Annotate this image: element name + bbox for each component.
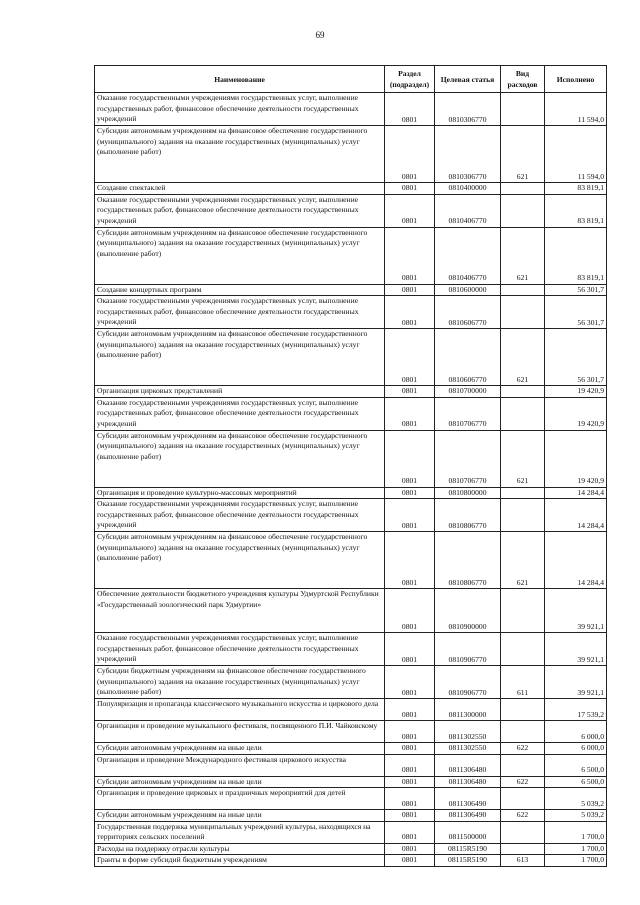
row-amount: 39 921,1 xyxy=(545,589,607,633)
table-row xyxy=(95,194,607,227)
row-amount: 6 500,0 xyxy=(545,754,607,776)
row-amount: 56 301,7 xyxy=(545,284,607,296)
table-row xyxy=(95,589,607,633)
row-name: Обеспечение деятельности бюджетного учреждения культуры Удмуртской Республики «Государственный зоологический парк Удмуртии» xyxy=(95,589,385,633)
table-row xyxy=(95,855,607,867)
row-target: 0810400000 xyxy=(435,183,501,195)
row-section: 0801 xyxy=(385,284,435,296)
row-name: Оказание государственными учреждениями государственных услуг, выполнение государственных работ, финансовое обеспечение деятельности государственных учреждений xyxy=(95,633,385,666)
row-amount: 1 700,0 xyxy=(545,855,607,867)
row-name: Субсидии автономным учреждениям на финансовое обеспечение государственного (муниципального) задания на оказание государственных (муниципальных) услуг (выполнение работ) xyxy=(95,430,385,487)
row-type xyxy=(501,183,545,195)
row-section: 0801 xyxy=(385,397,435,430)
row-type xyxy=(501,699,545,721)
row-type xyxy=(501,633,545,666)
row-target: 0811300000 xyxy=(435,699,501,721)
row-target: 0810900000 xyxy=(435,589,501,633)
row-type: 621 xyxy=(501,227,545,284)
row-section: 0801 xyxy=(385,810,435,822)
row-type: 621 xyxy=(501,430,545,487)
row-type: 622 xyxy=(501,776,545,788)
row-target: 0810306770 xyxy=(435,126,501,183)
row-amount: 83 819,1 xyxy=(545,227,607,284)
row-section: 0801 xyxy=(385,183,435,195)
row-target: 0810406770 xyxy=(435,227,501,284)
row-section: 0801 xyxy=(385,821,435,843)
row-section: 0801 xyxy=(385,499,435,532)
table-row xyxy=(95,284,607,296)
row-amount: 11 594,0 xyxy=(545,93,607,126)
table-row xyxy=(95,776,607,788)
row-section: 0801 xyxy=(385,194,435,227)
table-row xyxy=(95,821,607,843)
row-name: Государственная поддержка муниципальных учреждений культуры, находящихся на территориях сельских поселений xyxy=(95,821,385,843)
table-row xyxy=(95,721,607,743)
row-name: Организация и проведение музыкального фестиваля, посвященного П.И. Чайковскому xyxy=(95,721,385,743)
table-row xyxy=(95,754,607,776)
table-row xyxy=(95,183,607,195)
row-section: 0801 xyxy=(385,743,435,755)
table-row xyxy=(95,397,607,430)
row-amount: 14 284,4 xyxy=(545,487,607,499)
row-section: 0801 xyxy=(385,589,435,633)
row-amount: 39 921,1 xyxy=(545,666,607,699)
row-target: 0811500000 xyxy=(435,821,501,843)
row-amount: 39 921,1 xyxy=(545,633,607,666)
row-type xyxy=(501,284,545,296)
table-row xyxy=(95,810,607,822)
row-section: 0801 xyxy=(385,855,435,867)
row-amount: 14 284,4 xyxy=(545,532,607,589)
row-section: 0801 xyxy=(385,633,435,666)
row-amount: 56 301,7 xyxy=(545,329,607,386)
row-section: 0801 xyxy=(385,487,435,499)
row-name: Субсидии автономным учреждениям на иные цели xyxy=(95,810,385,822)
row-target: 0811302550 xyxy=(435,721,501,743)
row-amount: 5 039,2 xyxy=(545,810,607,822)
row-amount: 6 000,0 xyxy=(545,743,607,755)
row-section: 0801 xyxy=(385,93,435,126)
row-name: Организация и проведение цирковых и праздничных мероприятий для детей xyxy=(95,788,385,810)
header-executed: Исполнено xyxy=(545,66,607,93)
table-row xyxy=(95,743,607,755)
table-row xyxy=(95,788,607,810)
row-section: 0801 xyxy=(385,296,435,329)
row-target: 0811306490 xyxy=(435,788,501,810)
row-target: 0811306480 xyxy=(435,776,501,788)
row-type xyxy=(501,754,545,776)
expenditure-table xyxy=(94,65,607,867)
row-section: 0801 xyxy=(385,788,435,810)
row-target: 0811306490 xyxy=(435,810,501,822)
row-target: 0810906770 xyxy=(435,633,501,666)
table-row xyxy=(95,666,607,699)
row-type xyxy=(501,788,545,810)
row-name: Оказание государственными учреждениями государственных услуг, выполнение государственных работ, финансовое обеспечение деятельности государственных учреждений xyxy=(95,499,385,532)
row-target: 0810800000 xyxy=(435,487,501,499)
table-row xyxy=(95,699,607,721)
row-section: 0801 xyxy=(385,227,435,284)
row-type: 622 xyxy=(501,743,545,755)
header-section: Раздел (подраздел) xyxy=(385,66,435,93)
row-target: 0810700000 xyxy=(435,386,501,398)
header-name: Наименование xyxy=(95,66,385,93)
table-row xyxy=(95,430,607,487)
table-row xyxy=(95,126,607,183)
row-section: 0801 xyxy=(385,699,435,721)
row-name: Гранты в форме субсидий бюджетным учреждениям xyxy=(95,855,385,867)
row-name: Субсидии автономным учреждениям на финансовое обеспечение государственного (муниципального) задания на оказание государственных (муниципальных) услуг (выполнение работ) xyxy=(95,329,385,386)
row-name: Организация и проведение Международного фестиваля циркового искусства xyxy=(95,754,385,776)
row-amount: 19 420,9 xyxy=(545,386,607,398)
page-number: 69 xyxy=(315,30,325,40)
row-type xyxy=(501,843,545,855)
row-type xyxy=(501,487,545,499)
row-amount: 56 301,7 xyxy=(545,296,607,329)
row-section: 0801 xyxy=(385,329,435,386)
row-amount: 1 700,0 xyxy=(545,821,607,843)
row-type: 611 xyxy=(501,666,545,699)
row-type: 613 xyxy=(501,855,545,867)
row-target: 0810806770 xyxy=(435,532,501,589)
row-amount: 5 039,2 xyxy=(545,788,607,810)
row-amount: 14 284,4 xyxy=(545,499,607,532)
row-name: Организация и проведение культурно-массовых мероприятий xyxy=(95,487,385,499)
table-row xyxy=(95,499,607,532)
table-row xyxy=(95,93,607,126)
table-row xyxy=(95,329,607,386)
table-header-row xyxy=(95,66,607,93)
table-row xyxy=(95,532,607,589)
row-amount: 17 539,2 xyxy=(545,699,607,721)
row-target: 0810406770 xyxy=(435,194,501,227)
row-amount: 83 819,1 xyxy=(545,183,607,195)
header-type: Вид расходов xyxy=(501,66,545,93)
row-type xyxy=(501,721,545,743)
row-target: 0811302550 xyxy=(435,743,501,755)
row-name: Субсидии бюджетным учреждениям на финансовое обеспечение государственного (муниципального) задания на оказание государственных (муниципальных) услуг (выполнение работ) xyxy=(95,666,385,699)
row-type: 622 xyxy=(501,810,545,822)
row-name: Субсидии автономным учреждениям на иные цели xyxy=(95,776,385,788)
row-name: Оказание государственными учреждениями государственных услуг, выполнение государственных работ, финансовое обеспечение деятельности государственных учреждений xyxy=(95,397,385,430)
row-type xyxy=(501,589,545,633)
row-section: 0801 xyxy=(385,754,435,776)
row-type: 621 xyxy=(501,126,545,183)
row-amount: 6 000,0 xyxy=(545,721,607,743)
row-section: 0801 xyxy=(385,721,435,743)
row-target: 0810806770 xyxy=(435,499,501,532)
row-section: 0801 xyxy=(385,532,435,589)
row-type xyxy=(501,194,545,227)
row-section: 0801 xyxy=(385,386,435,398)
table-row xyxy=(95,487,607,499)
row-target: 0810600000 xyxy=(435,284,501,296)
row-section: 0801 xyxy=(385,843,435,855)
row-target: 0810606770 xyxy=(435,296,501,329)
row-type xyxy=(501,397,545,430)
row-name: Создание концертных программ xyxy=(95,284,385,296)
row-section: 0801 xyxy=(385,776,435,788)
header-target: Целевая статья xyxy=(435,66,501,93)
row-name: Оказание государственными учреждениями государственных услуг, выполнение государственных работ, финансовое обеспечение деятельности государственных учреждений xyxy=(95,194,385,227)
row-section: 0801 xyxy=(385,430,435,487)
row-name: Субсидии автономным учреждениям на финансовое обеспечение государственного (муниципального) задания на оказание государственных (муниципальных) услуг (выполнение работ) xyxy=(95,532,385,589)
row-name: Оказание государственными учреждениями государственных услуг, выполнение государственных работ, финансовое обеспечение деятельности государственных учреждений xyxy=(95,296,385,329)
row-type: 621 xyxy=(501,329,545,386)
row-name: Организация цирковых представлений xyxy=(95,386,385,398)
row-amount: 11 594,0 xyxy=(545,126,607,183)
row-amount: 1 700,0 xyxy=(545,843,607,855)
row-name: Популяризация и пропаганда классического музыкального искусства и циркового дела xyxy=(95,699,385,721)
row-amount: 19 420,9 xyxy=(545,397,607,430)
row-target: 08115R5190 xyxy=(435,855,501,867)
row-type xyxy=(501,296,545,329)
row-name: Расходы на поддержку отрасли культуры xyxy=(95,843,385,855)
row-type xyxy=(501,386,545,398)
row-amount: 83 819,1 xyxy=(545,194,607,227)
row-name: Субсидии автономным учреждениям на финансовое обеспечение государственного (муниципального) задания на оказание государственных (муниципальных) услуг (выполнение работ) xyxy=(95,126,385,183)
row-name: Субсидии автономным учреждениям на иные цели xyxy=(95,743,385,755)
row-type xyxy=(501,93,545,126)
row-type: 621 xyxy=(501,532,545,589)
row-section: 0801 xyxy=(385,666,435,699)
row-amount: 19 420,9 xyxy=(545,430,607,487)
row-name: Создание спектаклей xyxy=(95,183,385,195)
row-target: 0810906770 xyxy=(435,666,501,699)
table-row xyxy=(95,843,607,855)
row-target: 08115R5190 xyxy=(435,843,501,855)
row-target: 0810706770 xyxy=(435,430,501,487)
row-target: 0810306770 xyxy=(435,93,501,126)
table-row xyxy=(95,633,607,666)
table-row xyxy=(95,227,607,284)
row-type xyxy=(501,821,545,843)
row-type xyxy=(501,499,545,532)
row-section: 0801 xyxy=(385,126,435,183)
row-target: 0810706770 xyxy=(435,397,501,430)
row-name: Субсидии автономным учреждениям на финансовое обеспечение государственного (муниципального) задания на оказание государственных (муниципальных) услуг (выполнение работ) xyxy=(95,227,385,284)
table-row xyxy=(95,386,607,398)
table-row xyxy=(95,296,607,329)
row-target: 0810606770 xyxy=(435,329,501,386)
row-name: Оказание государственными учреждениями государственных услуг, выполнение государственных работ, финансовое обеспечение деятельности государственных учреждений xyxy=(95,93,385,126)
row-amount: 6 500,0 xyxy=(545,776,607,788)
row-target: 0811306480 xyxy=(435,754,501,776)
